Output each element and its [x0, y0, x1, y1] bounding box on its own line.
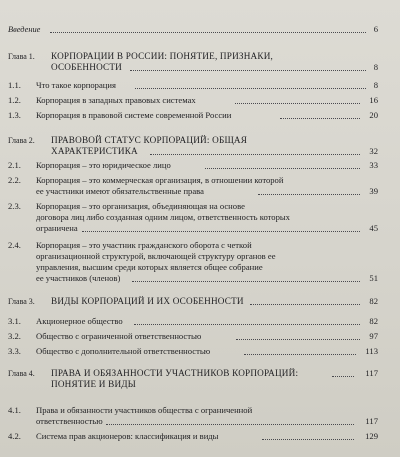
section-number: 3.2.	[8, 331, 21, 341]
section-title: Корпорация – это организация, объединяющая на основе договора лиц либо созданная одним лицом, ответственность которых ограничена	[36, 201, 290, 233]
dot-leader	[244, 354, 356, 355]
dot-leader	[106, 424, 354, 425]
dot-leader	[262, 439, 354, 440]
toc-page-number: 33	[369, 160, 378, 170]
chapter-number: Глава 2.	[8, 136, 35, 145]
dot-leader	[132, 281, 360, 282]
chapter-title: ПРАВОВОЙ СТАТУС КОРПОРАЦИЙ: ОБЩАЯ ХАРАКТЕРИСТИКА	[51, 135, 248, 156]
toc-page-number: 82	[369, 296, 378, 306]
section-title: Корпорация – это участник гражданского оборота с четкой организационной структурой, включающей структуру органов ее управления, высшим среди которых является общее собрание ее участников (членов)	[36, 240, 276, 283]
dot-leader	[332, 376, 354, 377]
toc-page-number: 129	[365, 431, 378, 441]
section-number: 2.4.	[8, 240, 21, 250]
chapter-title: ПРАВА И ОБЯЗАННОСТИ УЧАСТНИКОВ КОРПОРАЦИЙ: ПОНЯТИЕ И ВИДЫ	[51, 368, 299, 389]
dot-leader	[134, 324, 360, 325]
section-title: Права и обязанности участников общества с ограниченной ответственностью	[36, 405, 253, 426]
toc-page-number: 16	[369, 95, 378, 105]
toc-page-number: 117	[365, 368, 378, 378]
section-number: 1.2.	[8, 95, 21, 105]
dot-leader	[236, 339, 360, 340]
chapter-number: Глава 4.	[8, 369, 35, 378]
dot-leader	[205, 168, 360, 169]
toc-page-number: 117	[365, 416, 378, 426]
section-number: 4.1.	[8, 405, 21, 415]
chapter-title: ВИДЫ КОРПОРАЦИЙ И ИХ ОСОБЕННОСТИ	[51, 296, 244, 306]
dot-leader	[258, 194, 360, 195]
section-number: 1.3.	[8, 110, 21, 120]
toc-page-number: 20	[369, 110, 378, 120]
toc-page-number: 6	[373, 24, 378, 34]
toc-entry-title: Введение	[8, 25, 41, 34]
chapter-title: КОРПОРАЦИИ В РОССИИ: ПОНЯТИЕ, ПРИЗНАКИ, ОСОБЕННОСТИ	[51, 51, 274, 72]
chapter-number: Глава 3.	[8, 297, 35, 306]
dot-leader	[135, 88, 366, 89]
toc-page-number: 97	[369, 331, 378, 341]
section-title: Общество с дополнительной ответственностью	[36, 346, 211, 356]
dot-leader	[150, 154, 360, 155]
toc-page-number: 45	[369, 223, 378, 233]
section-title: Корпорация в правовой системе современной России	[36, 110, 232, 120]
dot-leader	[82, 231, 360, 232]
toc-page-number: 8	[373, 80, 378, 90]
section-number: 4.2.	[8, 431, 21, 441]
section-title: Акционерное общество	[36, 316, 123, 326]
dot-leader	[130, 70, 366, 71]
section-number: 3.3.	[8, 346, 21, 356]
section-title: Система прав акционеров: классификация и виды	[36, 431, 219, 441]
section-title: Общество с ограниченной ответственностью	[36, 331, 202, 341]
toc-page-number: 51	[369, 273, 378, 283]
section-title: Корпорация в западных правовых системах	[36, 95, 196, 105]
dot-leader	[250, 304, 360, 305]
section-number: 2.1.	[8, 160, 21, 170]
section-title: Что такое корпорация	[36, 80, 116, 90]
toc-page-number: 82	[369, 316, 378, 326]
chapter-number: Глава 1.	[8, 52, 35, 61]
dot-leader	[235, 103, 360, 104]
toc-page-number: 113	[365, 346, 378, 356]
dot-leader	[280, 118, 360, 119]
toc-page-number: 8	[373, 62, 378, 72]
toc-page-number: 39	[369, 186, 378, 196]
section-title: Корпорация – это коммерческая организация, в отношении которой ее участники имеют обязательственные права	[36, 175, 284, 196]
toc-page-number: 32	[369, 146, 378, 156]
section-number: 1.1.	[8, 80, 21, 90]
section-number: 3.1.	[8, 316, 21, 326]
section-number: 2.3.	[8, 201, 21, 211]
section-title: Корпорация – это юридическое лицо	[36, 160, 171, 170]
dot-leader	[50, 32, 366, 33]
section-number: 2.2.	[8, 175, 21, 185]
